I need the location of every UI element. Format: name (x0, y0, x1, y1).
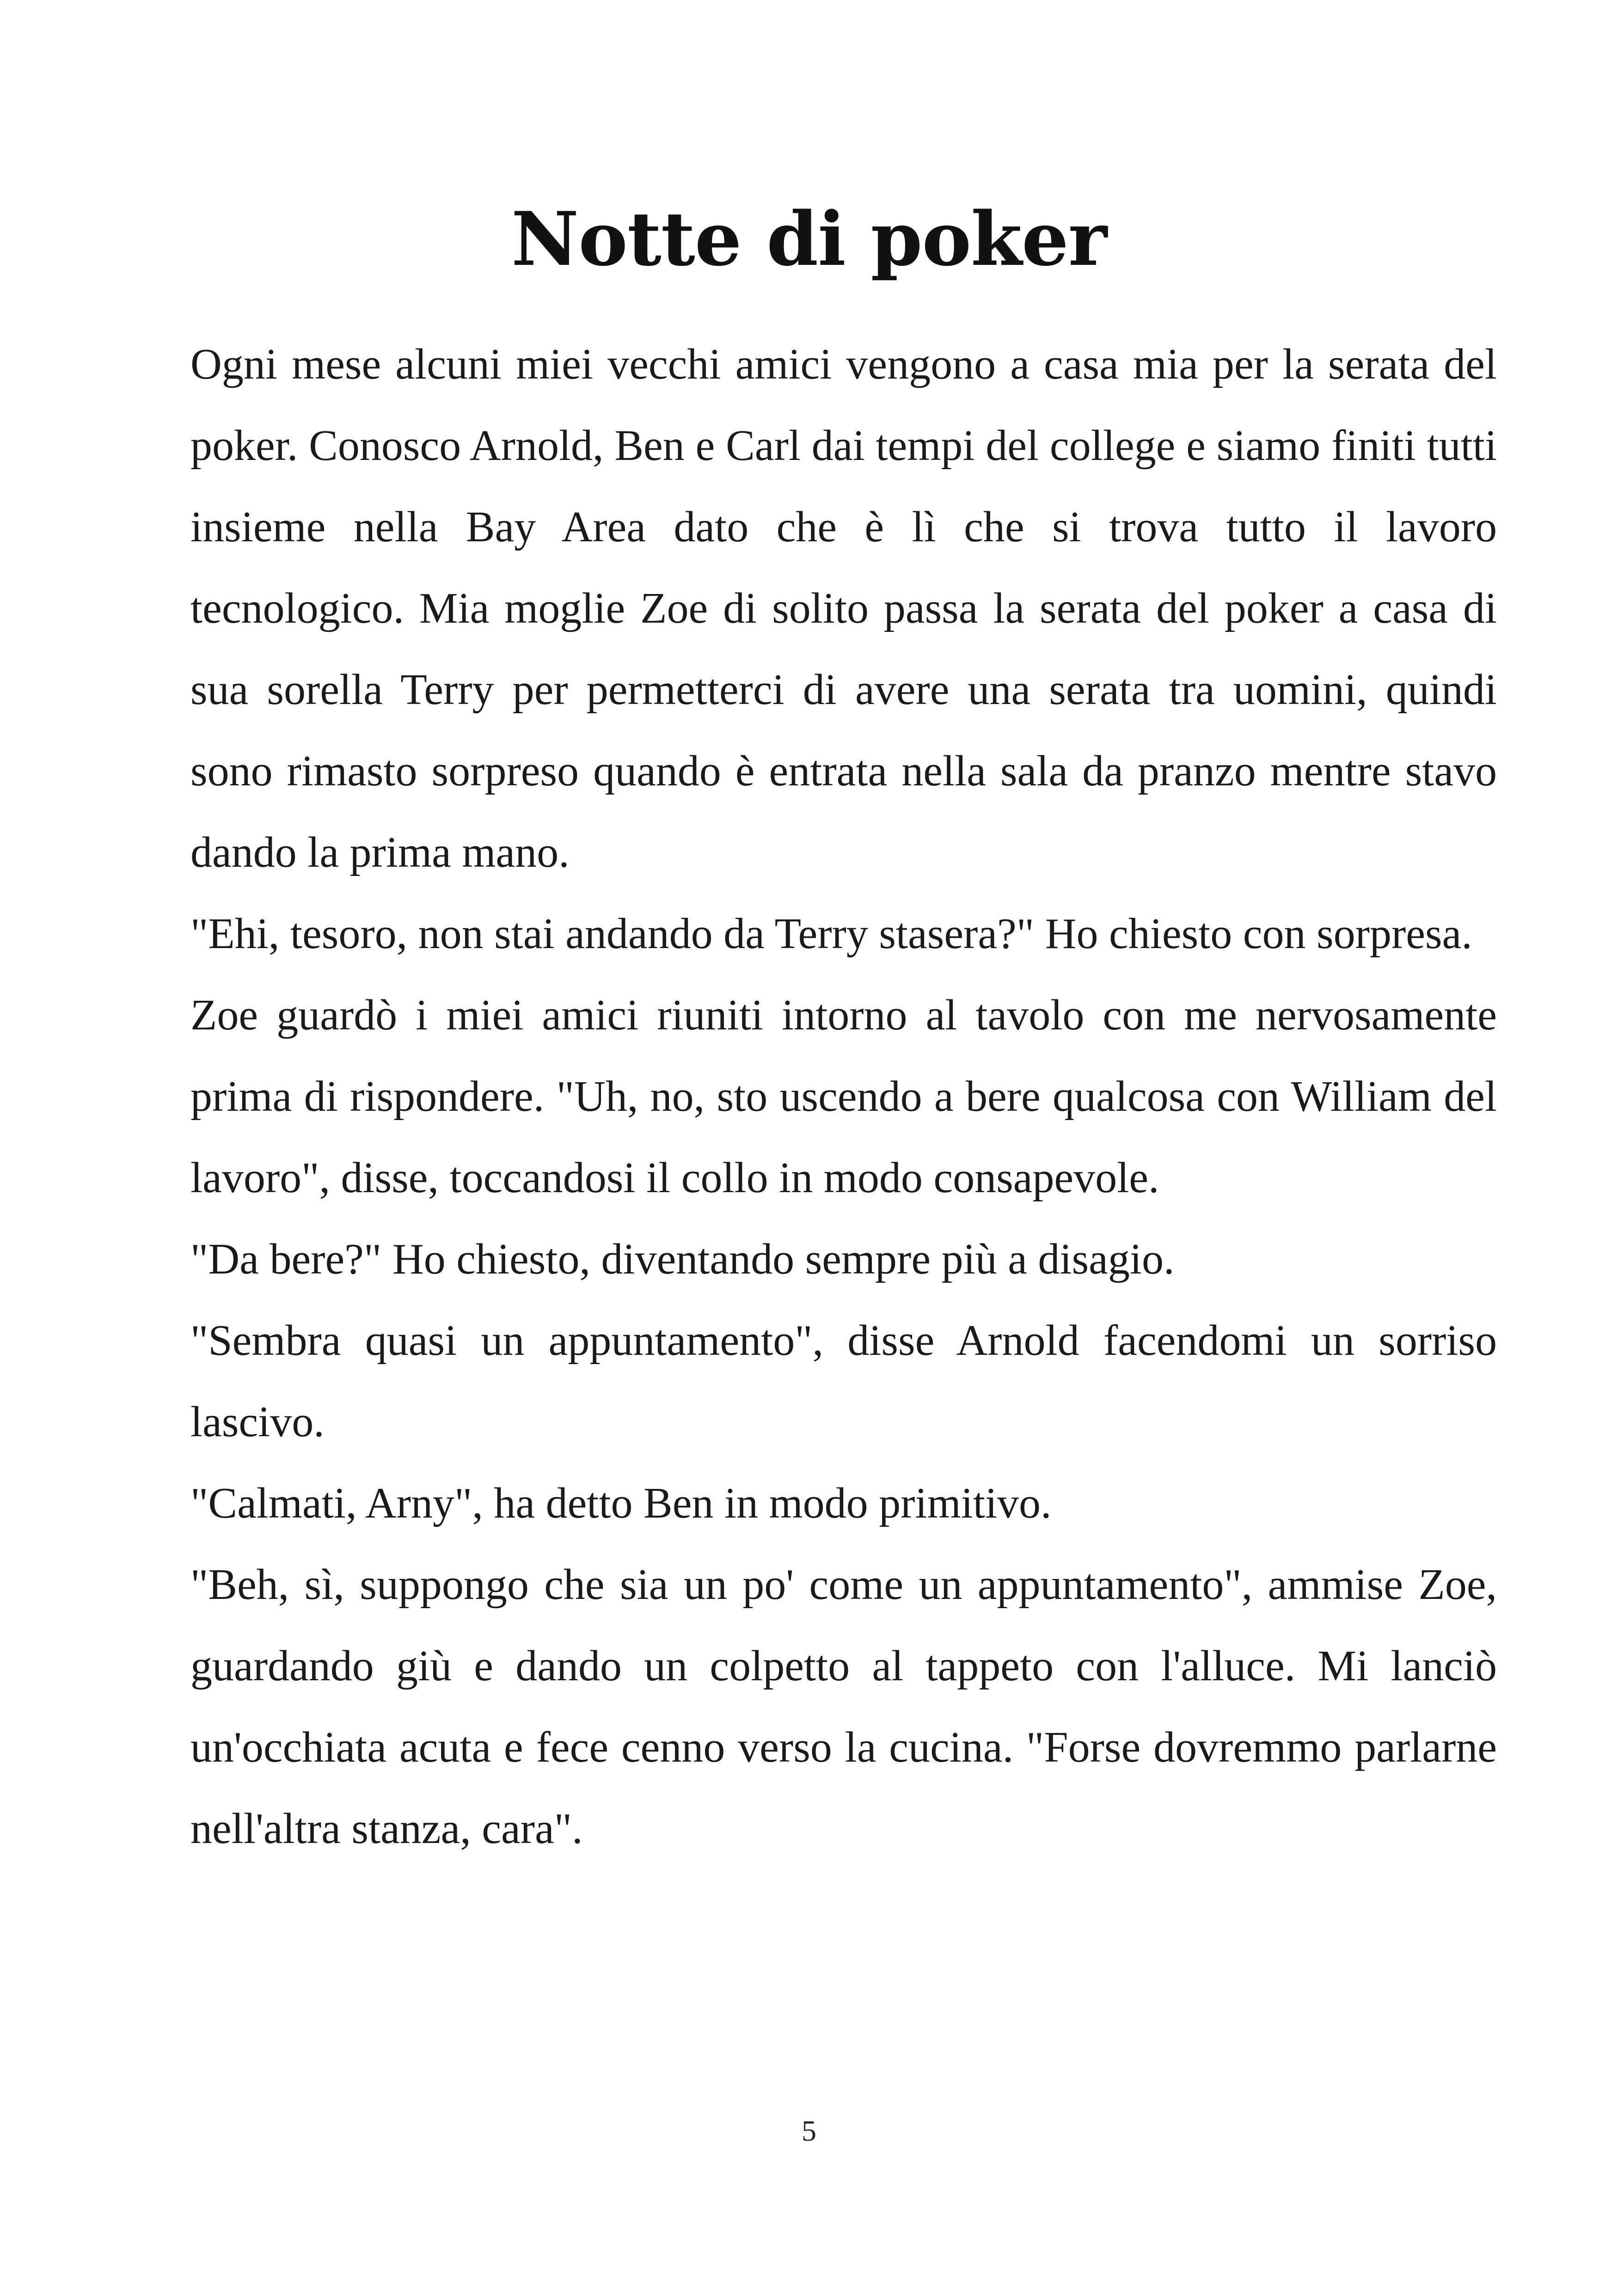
paragraph: "Ehi, tesoro, non stai andando da Terry stasera?" Ho chiesto con sorpresa. (190, 910, 1472, 958)
page-number: 5 (802, 2114, 816, 2147)
paragraph: "Beh, sì, suppongo che sia un po' come un appuntamento", ammise Zoe, guardando giù e dando un colpetto al tappeto con l'alluce. Mi lanciò un'occhiata acuta e fece cenno verso la cucina. "Forse dovremmo parlarne nell'altra stanza, cara". (190, 1561, 1497, 1853)
paragraph: "Da bere?" Ho chiesto, diventando sempre più a disagio. (190, 1235, 1175, 1283)
paragraph: "Calmati, Arny", ha detto Ben in modo primitivo. (190, 1479, 1052, 1527)
page-title: Notte di poker (511, 196, 1107, 283)
paragraph: Ogni mese alcuni miei vecchi amici vengono a casa mia per la serata del poker. Conosco Arnold, Ben e Carl dai tempi del college e siamo finiti tutti insieme nella Bay Area dato che è lì che si trova tutto il lavoro tecnologico. Mia moglie Zoe di solito passa la serata del poker a casa di sua sorella Terry per permetterci di avere una serata tra uomini, quindi sono rimasto sorpreso quando è entrata nella sala da pranzo mentre stavo dando la prima mano. (190, 340, 1497, 876)
paragraph: Zoe guardò i miei amici riuniti intorno al tavolo con me nervosamente prima di rispondere. "Uh, no, sto uscendo a bere qualcosa con William del lavoro", disse, toccandosi il collo in modo consapevole. (190, 991, 1497, 1202)
body-text (190, 324, 1497, 1869)
paragraph: "Sembra quasi un appuntamento", disse Arnold facendomi un sorriso lascivo. (190, 1316, 1497, 1446)
